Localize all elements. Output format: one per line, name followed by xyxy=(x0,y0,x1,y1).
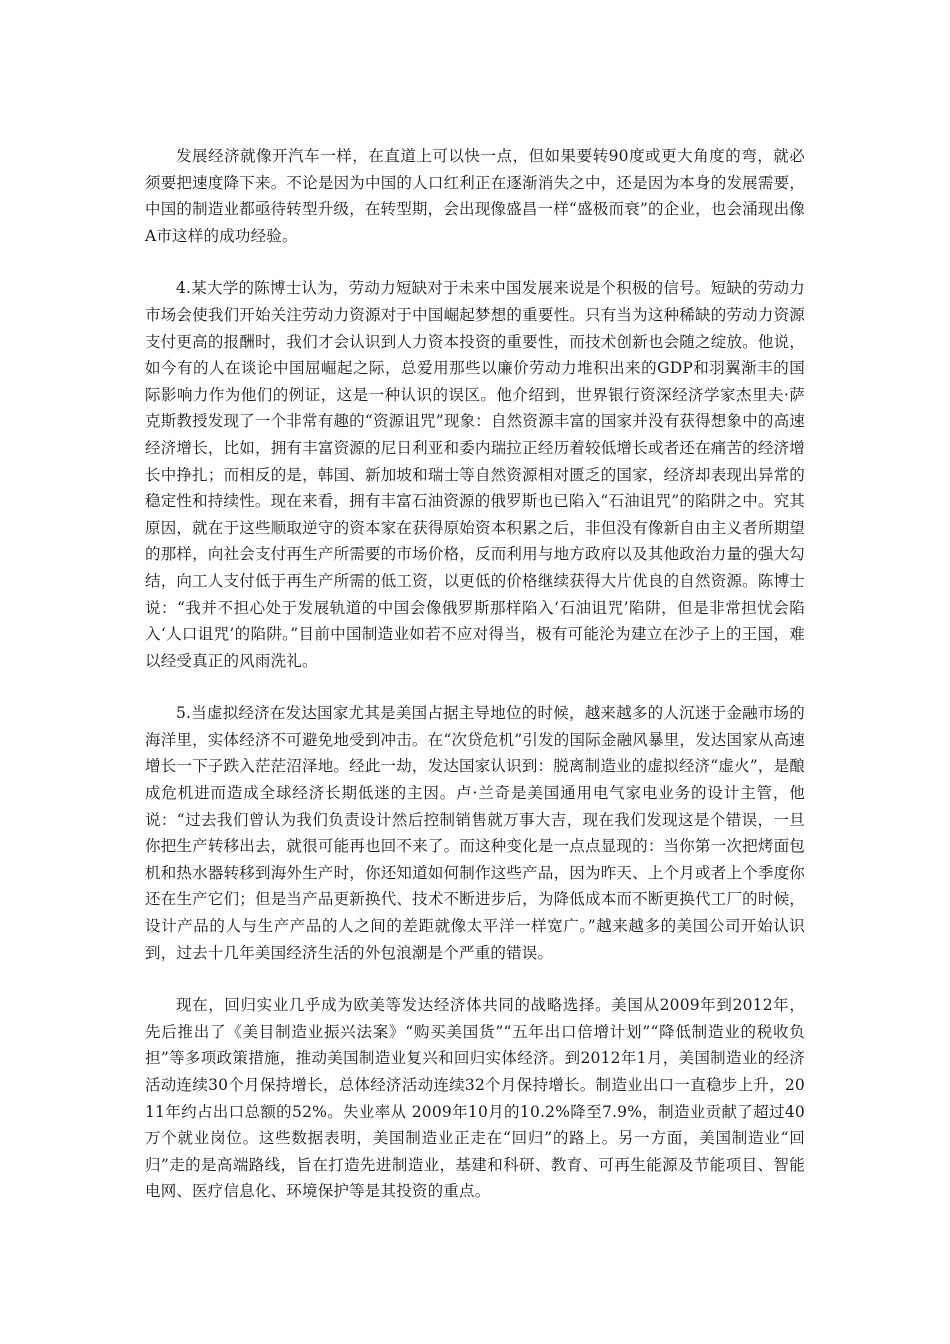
paragraph-reindustrialization: 现在，回归实业几乎成为欧美等发达经济体共同的战略选择。美国从2009年到2012年，先后推出了《美目制造业振兴法案》“购买美国货”“五年出口倍增计划”“降低制造业的税收负担”等多项政策措施，推动美国制造业复兴和回归实体经济。到2012年1月，美国制造业的经济活动连续30个月保持增长，总体经济活动连续32个月保持增长。制造业出口一直稳步上升，2011年约占出口总额的52%。失业率从 2009年10月的10.2%降至7.9%，制造业贡献了超过40万个就业岗位。这些数据表明，美国制造业正走在“回归”的路上。另一方面，美国制造业“回归”走的是高端路线，旨在打造先进制造业，基建和科研、教育、可再生能源及节能项目、智能电网、医疗信息化、环境保护等是其投资的重点。 xyxy=(145,996,805,1201)
paragraph-spacer xyxy=(145,966,805,992)
paragraph-item-4: 4.某大学的陈博士认为，劳动力短缺对于未来中国发展来说是个积极的信号。短缺的劳动力市场会使我们开始关注劳动力资源对于中国崛起梦想的重要性。只有当为这种稀缺的劳动力资源支付更高的报酬时，我们才会认识到人力资本投资的重要性，而技术创新也会随之绽放。他说，如今有的人在谈论中国屈崛起之际，总爱用那些以廉价劳动力堆积出来的GDP和羽翼渐丰的国际影响力作为他们的例证，这是一种认识的误区。他介绍到，世界银行资深经济学家杰里夫·萨克斯教授发现了一个非常有趣的“资源诅咒”现象：自然资源丰富的国家并没有获得想象中的高速经济增长，比如，拥有丰富资源的尼日利亚和委内瑞拉正经历着较低增长或者还在痛苦的经济增长中挣扎；而相反的是，韩国、新加坡和瑞士等自然资源相对匮乏的国家，经济却表现出异常的稳定性和持续性。现在来看，拥有丰富石油资源的俄罗斯也已陷入“石油诅咒”的陷阱之中。究其原因，就在于这些顺取逆守的资本家在获得原始资本积累之后，非但没有像新自由主义者所期望的那样，向社会支付再生产所需要的市场价格，反而利用与地方政府以及其他政治力量的强大勾结，向工人支付低于再生产所需的低工资，以更低的价格继续获得大片优良的自然资源。陈博士说：“我并不担心处于发展轨道的中国会像俄罗斯那样陷入‘石油诅咒’陷阱，但是非常担忧会陷入‘人口诅咒’的陷阱。”目前中国制造业如若不应对得当，极有可能沦为建立在沙子上的王国，难以经受真正的风雨洗礼。 xyxy=(145,279,805,670)
document-body xyxy=(145,143,805,1205)
paragraph-spacer xyxy=(145,249,805,275)
paragraph-item-5: 5.当虚拟经济在发达国家尤其是美国占据主导地位的时候，越来越多的人沉迷于金融市场的海洋里，实体经济不可避免地受到冲击。在“次贷危机”引发的国际金融风暴里，发达国家从高速增长一下子跌入茫茫沼泽地。经此一劫，发达国家认识到：脱离制造业的虚拟经济“虚火”，是酿成危机进而造成全球经济长期低迷的主因。卢·兰奇是美国通用电气家电业务的设计主管，他说：“过去我们曾认为我们负责设计然后控制销售就万事大吉，现在我们发现这是个错误，一旦你把生产转移出去，就很可能再也回不来了。而这种变化是一点点显现的：当你第一次把烤面包机和热水器转移到海外生产时，你还知道如何制作这些产品，因为昨天、上个月或者上个季度你还在生产它们；但是当产品更新换代、技术不断进步后，为降低成本而不断更换代工厂的时候，设计产品的人与生产产品的人之间的差距就像太平洋一样宽广。”越来越多的美国公司开始认识到，过去十几年美国经济生活的外包浪潮是个严重的错误。 xyxy=(145,704,805,962)
paragraph-development-analogy: 发展经济就像开汽车一样，在直道上可以快一点，但如果要转90度或更大角度的弯，就必须要把速度降下来。不论是因为中国的人口红利正在逐渐消失之中，还是因为本身的发展需要，中国的制造业都亟待转型升级，在转型期，会出现像盛昌一样“盛极而衰”的企业，也会涌现出像A市这样的成功经验。 xyxy=(145,147,805,245)
paragraph-spacer xyxy=(145,674,805,700)
